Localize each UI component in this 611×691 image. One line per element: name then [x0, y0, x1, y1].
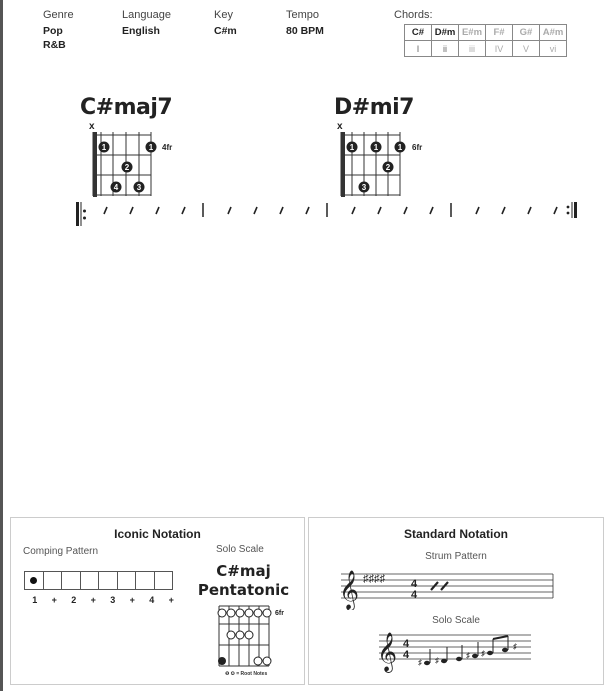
iconic-notation-panel — [10, 517, 305, 685]
svg-text:♯: ♯ — [513, 642, 517, 651]
strum-dot — [30, 577, 37, 584]
page-border — [0, 0, 3, 691]
key-signature-sharps: ♯♯♯♯ — [363, 573, 385, 585]
comping-grid — [25, 571, 173, 590]
chord-cell[interactable]: A#m — [540, 25, 567, 41]
time-sig-top: 4 — [403, 638, 410, 650]
numeral-cell: vi — [540, 41, 567, 57]
comp-cell — [98, 571, 118, 590]
chord-cell[interactable]: E#m — [459, 25, 486, 41]
chord-diagram-1 — [90, 132, 160, 198]
language-value: English — [122, 25, 160, 37]
chord-diagram-2 — [338, 132, 408, 198]
comp-cell — [61, 571, 81, 590]
standard-title: Standard Notation — [404, 527, 508, 541]
solo-scale-label: Solo Scale — [216, 544, 264, 555]
finger-dot — [395, 142, 406, 153]
standard-solo-label: Solo Scale — [432, 615, 480, 626]
chord-cell[interactable]: F# — [486, 25, 513, 41]
beat-label: + — [168, 595, 174, 605]
bar-lines — [203, 203, 451, 217]
finger-number: 4 — [113, 183, 119, 192]
genre-value-2: R&B — [43, 39, 66, 51]
genre-block — [43, 9, 74, 52]
iconic-title: Iconic Notation — [114, 527, 201, 541]
scale-name-line-2: Pentatonic — [197, 581, 290, 599]
beat-label: + — [90, 595, 96, 605]
numeral-cell: I — [405, 41, 432, 57]
time-sig-bottom: 4 — [403, 649, 410, 661]
rhythm-staff — [74, 199, 584, 229]
finger-number: 1 — [148, 143, 154, 152]
fret-label-1: 4fr — [162, 143, 173, 152]
tempo-label: Tempo — [286, 9, 320, 21]
chord-name-2: D#mi7 — [334, 95, 414, 120]
time-sig-bottom: 4 — [411, 589, 418, 601]
key-label: Key — [214, 9, 233, 21]
scale-fret-label: 6fr — [275, 610, 284, 617]
finger-number: 3 — [361, 183, 367, 192]
finger-dot — [134, 182, 145, 193]
language-label: Language — [122, 9, 171, 21]
finger-dot — [383, 162, 394, 173]
time-sig-top: 4 — [411, 578, 418, 590]
chord-table — [404, 24, 567, 57]
key-block — [214, 9, 237, 38]
numeral-cell: IV — [486, 41, 513, 57]
mute-marker: x — [89, 121, 95, 132]
svg-text:♯: ♯ — [466, 651, 470, 660]
scale-notes — [418, 642, 517, 667]
genre-label: Genre — [43, 9, 74, 21]
beat-label: 3 — [110, 595, 116, 605]
svg-text:♯: ♯ — [481, 649, 485, 658]
svg-text:♯: ♯ — [418, 658, 422, 667]
treble-clef-icon: 𝄞 — [339, 570, 360, 610]
scale-dots — [218, 609, 271, 665]
chord-cell[interactable]: D#m — [432, 25, 459, 41]
chords-box — [394, 9, 567, 57]
repeat-end — [567, 202, 577, 218]
finger-dot — [99, 142, 110, 153]
beat-label: 2 — [71, 595, 77, 605]
finger-dot — [146, 142, 157, 153]
standard-notation-panel — [308, 517, 604, 685]
numeral-cell: V — [513, 41, 540, 57]
numeral-cell: ii — [432, 41, 459, 57]
svg-text:♯: ♯ — [435, 656, 439, 665]
chord-name-1: C#maj7 — [80, 95, 173, 120]
solo-staff — [375, 627, 535, 673]
treble-clef-icon: 𝄞 — [377, 632, 398, 672]
chord-cell[interactable]: G# — [513, 25, 540, 41]
scale-name — [191, 562, 296, 600]
finger-number: 2 — [124, 163, 130, 172]
comp-cell — [135, 571, 155, 590]
slash-marks — [104, 207, 557, 214]
key-value: C#m — [214, 25, 237, 37]
finger-dot — [122, 162, 133, 173]
finger-number: 1 — [349, 143, 355, 152]
beat-label: + — [51, 595, 57, 605]
chords-label: Chords: — [394, 9, 433, 21]
beat-label: 1 — [32, 595, 38, 605]
finger-number: 3 — [136, 183, 142, 192]
tempo-block — [286, 9, 324, 38]
beat-label: + — [129, 595, 135, 605]
comp-cell — [80, 571, 100, 590]
scale-diagram — [215, 604, 273, 670]
finger-dot — [359, 182, 370, 193]
beat-label: 4 — [149, 595, 155, 605]
mute-marker: x — [337, 121, 343, 132]
numeral-cell: iii — [459, 41, 486, 57]
finger-number: 1 — [101, 143, 107, 152]
language-block — [122, 9, 171, 38]
fret-label-2: 6fr — [412, 143, 423, 152]
tempo-value: 80 BPM — [286, 25, 324, 37]
root-notes-legend: ❶ ❹ = Root Notes — [225, 671, 268, 677]
genre-value-1: Pop — [43, 25, 63, 37]
chord-cell[interactable]: C# — [405, 25, 432, 41]
scale-name-line-1: C#maj — [216, 562, 271, 580]
finger-number: 2 — [385, 163, 391, 172]
comp-cell — [154, 571, 174, 590]
comp-cell — [24, 571, 44, 590]
finger-number: 1 — [397, 143, 403, 152]
comp-cell — [43, 571, 63, 590]
finger-dot — [371, 142, 382, 153]
comping-label: Comping Pattern — [23, 546, 99, 557]
finger-dot — [111, 182, 122, 193]
strum-pattern-label: Strum Pattern — [425, 551, 487, 562]
strum-staff — [337, 564, 557, 610]
repeat-start — [76, 202, 86, 226]
comp-cell — [117, 571, 137, 590]
finger-dot — [347, 142, 358, 153]
finger-number: 1 — [373, 143, 379, 152]
beat-labels — [25, 595, 181, 605]
